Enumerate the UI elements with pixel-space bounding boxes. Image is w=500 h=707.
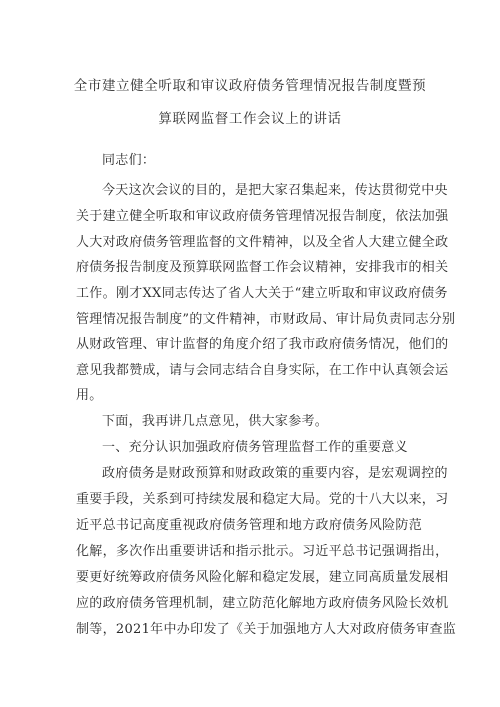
body-line: 政府债务是财政预算和财政政策的重要内容，是宏观调控的 (102, 466, 448, 481)
body-line: 管理情况报告制度”的文件精神，市财政局、审计局负责同志分别 (76, 312, 456, 327)
body-line: 下面，我再讲几点意见，供大家参考。 (102, 414, 329, 429)
body-line: 从财政管理、审计监督的角度介绍了我市政府债务情况，他们的 (76, 337, 449, 352)
body-line: 制等，2021年中办印发了《关于加强地方人大对政府债务审查监 (76, 622, 457, 637)
body-line: 应的政府债务管理机制，建立防范化解地方政府债务风险长效机 (76, 596, 449, 611)
body-line: 工作。刚才XX同志传达了省人大关于“建立听取和审议政府债务 (76, 286, 448, 301)
body-line: 人大对政府债务管理监督的文件精神，以及全省人大建立健全政 (76, 235, 449, 250)
body-line: 用。 (76, 388, 103, 403)
body-line: 意见我都赞成，请与会同志结合自身实际，在工作中认真领会运 (76, 363, 449, 378)
body-line: 近平总书记高度重视政府债务管理和地方政府债务风险防范 (76, 518, 422, 533)
body-line: 要更好统筹政府债务风险化解和稳定发展，建立同高质量发展相 (76, 570, 449, 585)
document-title-line-2: 算联网监督工作会议上的讲话 (158, 111, 342, 127)
body-line: 今天这次会议的目的，是把大家召集起来，传达贯彻党中央 (102, 183, 448, 198)
body-line: 重要手段，关系到可持续发展和稳定大局。党的十八大以来，习 (76, 492, 449, 507)
salutation: 同志们： (102, 153, 156, 168)
body-line: 化解，多次作出重要讲话和指示批示。习近平总书记强调指出， (76, 544, 449, 559)
section-heading: 一、充分认识加强政府债务管理监督工作的重要意义 (102, 440, 408, 455)
body-line: 府债务报告制度及预算联网监督工作会议精神，安排我市的相关 (76, 260, 449, 275)
document-title-line-1: 全市建立健全听取和审议政府债务管理情况报告制度暨预 (73, 78, 427, 94)
body-line: 关于建立健全听取和审议政府债务管理情况报告制度，依法加强 (76, 209, 449, 224)
